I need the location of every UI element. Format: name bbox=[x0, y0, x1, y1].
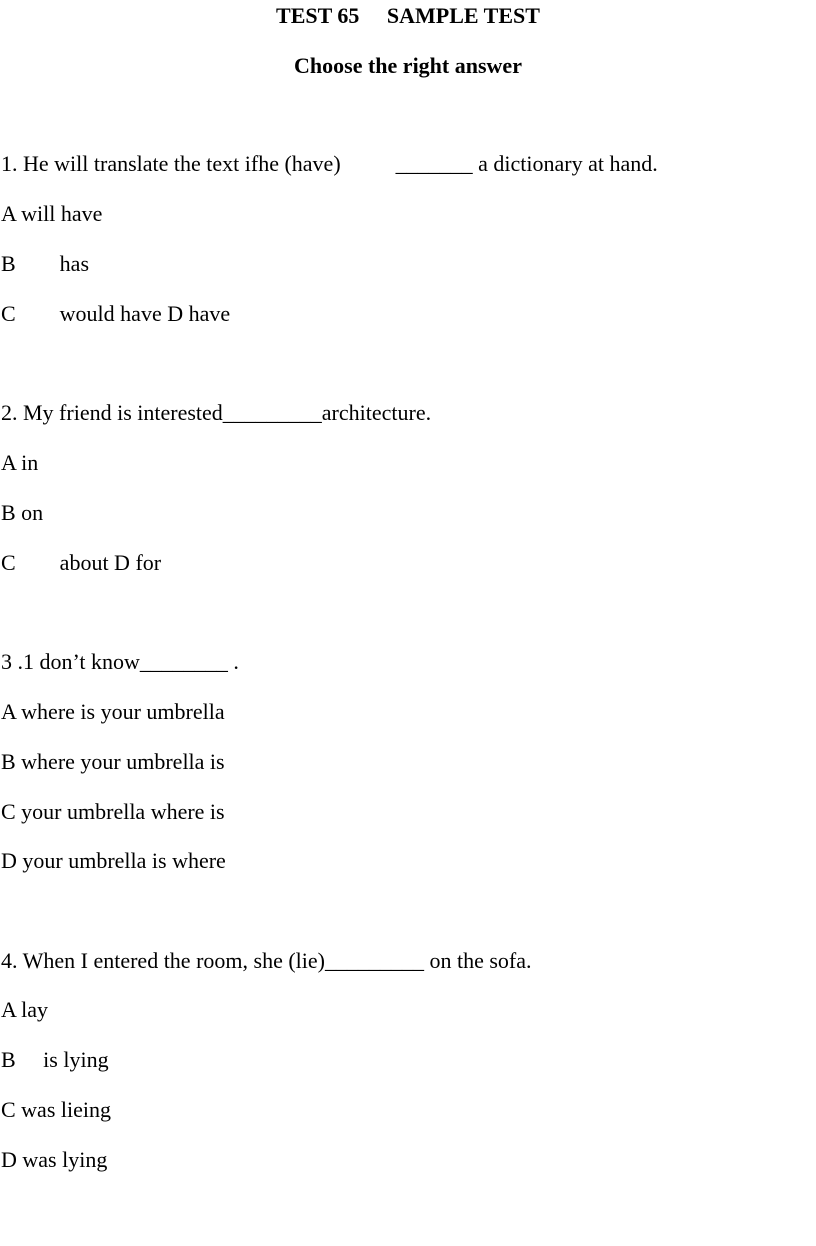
answer-option: C would have D have bbox=[1, 301, 231, 326]
answer-option: C about D for bbox=[1, 550, 162, 575]
question-stem: 2. My friend is interested_________architecture. bbox=[1, 400, 432, 425]
question-stem: 4. When I entered the room, she (lie)_________ on the sofa. bbox=[1, 948, 532, 973]
answer-option: A in bbox=[1, 450, 39, 475]
answer-option: C was lieing bbox=[1, 1097, 111, 1122]
answer-option: C your umbrella where is bbox=[1, 799, 225, 824]
answer-option: A where is your umbrella bbox=[1, 699, 225, 724]
answer-option: B is lying bbox=[1, 1047, 109, 1072]
answer-option: B on bbox=[1, 500, 44, 525]
answer-option: B where your umbrella is bbox=[1, 749, 225, 774]
test-title: TEST 65 SAMPLE TEST bbox=[276, 3, 540, 28]
answer-option: D your umbrella is where bbox=[1, 848, 226, 873]
answer-option: D was lying bbox=[1, 1147, 108, 1172]
answer-option: B has bbox=[1, 251, 89, 276]
question-stem: 3 .1 don’t know________ . bbox=[1, 649, 239, 674]
answer-option: A lay bbox=[1, 997, 49, 1022]
question-stem: 1. He will translate the text ifhe (have) _______ a dictionary at hand. bbox=[1, 151, 658, 176]
instruction-heading: Choose the right answer bbox=[294, 53, 522, 78]
answer-option: A will have bbox=[1, 201, 103, 226]
